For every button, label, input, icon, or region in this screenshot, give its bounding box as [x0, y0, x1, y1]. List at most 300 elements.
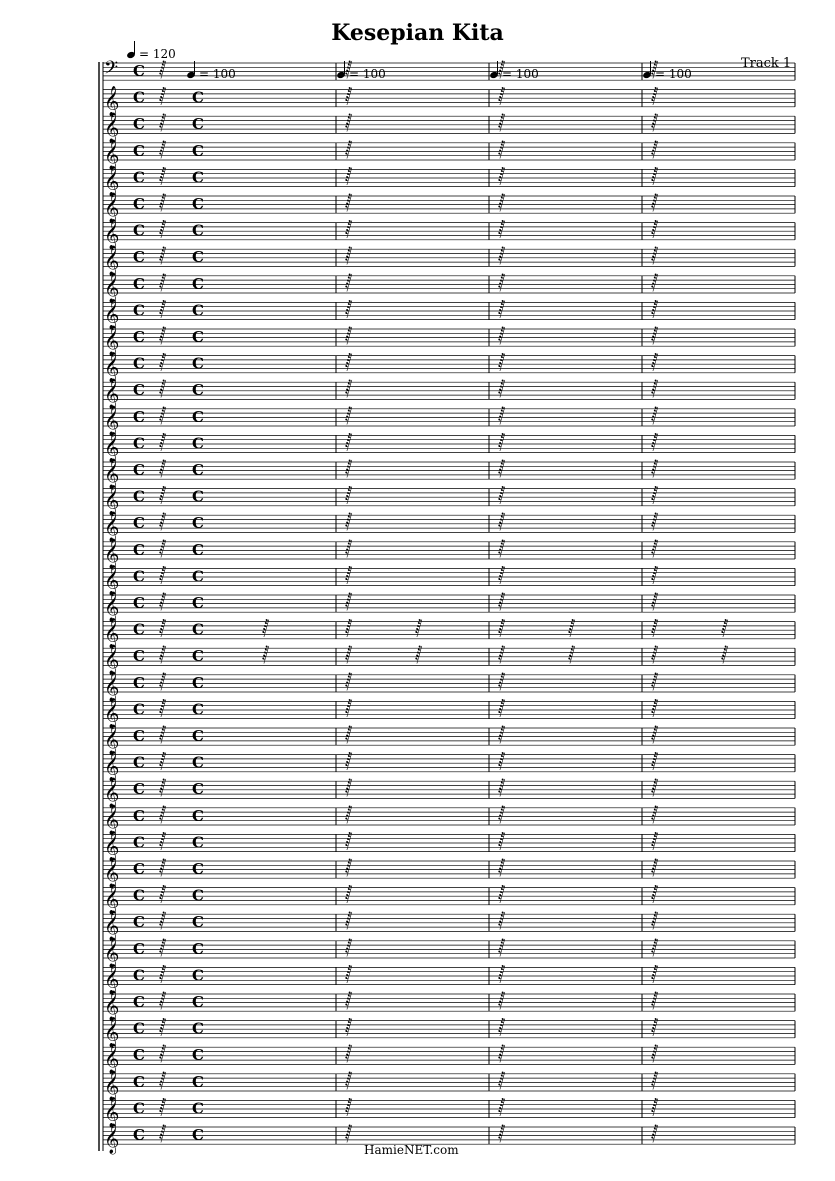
rest-icon: 𝅂: [651, 1124, 659, 1143]
rest-icon: 𝅂: [159, 299, 167, 319]
rest-icon: 𝅂: [651, 991, 659, 1010]
common-time-icon: C: [192, 1099, 204, 1118]
rest-icon: 𝅂: [651, 299, 659, 319]
rest-icon: 𝅂: [498, 1017, 506, 1037]
common-time-icon: C: [133, 381, 145, 400]
rest-icon: 𝅂: [651, 671, 659, 691]
rest-icon: 𝅂: [651, 246, 659, 266]
rest-icon: 𝅂: [345, 1124, 353, 1143]
rest-icon: 𝅂: [651, 219, 659, 239]
rest-icon: 𝅂: [159, 272, 167, 292]
common-time-icon: C: [133, 939, 145, 958]
rest-icon: 𝅂: [159, 592, 167, 611]
common-time-icon: C: [133, 727, 145, 745]
rest-icon: 𝅂: [498, 645, 506, 665]
rest-icon: 𝅂: [415, 645, 423, 665]
rest-icon: 𝅂: [651, 645, 659, 665]
common-time-icon: C: [133, 620, 145, 639]
rest-icon: 𝅂: [651, 804, 659, 824]
rest-icon: 𝅂: [262, 645, 270, 665]
rest-icon: 𝅂: [651, 166, 659, 186]
treble-clef-icon: 𝄞: [104, 911, 120, 942]
rest-icon: 𝅂: [159, 618, 167, 638]
rest-icon: 𝅂: [498, 1044, 506, 1064]
treble-clef-icon: 𝄞: [104, 219, 120, 250]
rest-icon: 𝅂: [345, 299, 353, 319]
treble-clef-icon: 𝄞: [104, 538, 120, 569]
rest-icon: 𝅂: [651, 618, 659, 638]
common-time-icon: C: [133, 1126, 145, 1144]
common-time-icon: C: [192, 540, 204, 559]
common-time-icon: C: [192, 88, 204, 107]
rest-icon: 𝅂: [651, 459, 659, 478]
rest-icon: 𝅂: [159, 911, 167, 931]
rest-icon: 𝅂: [159, 166, 167, 186]
rest-icon: 𝅂: [159, 991, 167, 1010]
common-time-icon: C: [133, 966, 145, 985]
footer-credit: HamieNET.com: [364, 1143, 459, 1157]
common-time-icon: C: [133, 753, 145, 772]
rest-icon: 𝅂: [262, 618, 270, 638]
rest-icon: 𝅂: [498, 1070, 506, 1090]
rest-icon: 𝅂: [345, 405, 353, 425]
rest-icon: 𝅂: [159, 645, 167, 665]
common-time-icon: C: [192, 195, 204, 213]
treble-clef-icon: 𝄞: [104, 166, 120, 197]
treble-clef-icon: 𝄞: [104, 1070, 120, 1101]
common-time-icon: C: [133, 1046, 145, 1065]
rest-icon: 𝅂: [159, 326, 167, 345]
rest-icon: 𝅂: [159, 858, 167, 877]
rest-icon: 𝅂: [345, 937, 353, 957]
common-time-icon: C: [133, 487, 145, 506]
rest-icon: 𝅂: [498, 592, 506, 611]
rest-icon: 𝅂: [345, 193, 353, 212]
rest-icon: 𝅂: [159, 538, 167, 558]
rest-icon: 𝅂: [498, 379, 506, 399]
common-time-icon: C: [133, 195, 145, 213]
rest-icon: 𝅂: [159, 751, 167, 771]
rest-icon: 𝅂: [651, 964, 659, 984]
rest-icon: 𝅂: [345, 485, 353, 505]
common-time-icon: C: [133, 514, 145, 533]
common-time-icon: C: [192, 939, 204, 958]
rest-icon: 𝅂: [345, 831, 353, 851]
rest-icon: 𝅂: [651, 379, 659, 399]
rest-icon: 𝅂: [651, 139, 659, 159]
rest-icon: 𝅂: [345, 698, 353, 718]
rest-icon: 𝅂: [568, 645, 576, 665]
tempo-mark-section: = 100: [349, 67, 386, 81]
rest-icon: 𝅂: [498, 272, 506, 292]
rest-icon: 𝅂: [159, 86, 167, 106]
rest-icon: 𝅂: [651, 884, 659, 904]
common-time-icon: C: [192, 673, 204, 692]
rest-icon: 𝅂: [345, 86, 353, 106]
rest-icon: 𝅂: [345, 459, 353, 478]
rest-icon: 𝅂: [651, 778, 659, 798]
common-time-icon: C: [133, 407, 145, 426]
rest-icon: 𝅂: [498, 86, 506, 106]
rest-icon: 𝅂: [498, 538, 506, 558]
common-time-icon: C: [192, 328, 204, 346]
rest-icon: 𝅂: [498, 991, 506, 1010]
rest-icon: 𝅂: [498, 778, 506, 798]
rest-icon: 𝅂: [651, 565, 659, 585]
rest-icon: 𝅂: [651, 405, 659, 425]
common-time-icon: C: [192, 780, 204, 799]
rest-icon: 𝅂: [498, 246, 506, 266]
treble-clef-icon: 𝄞: [104, 485, 120, 516]
treble-clef-icon: 𝄞: [104, 299, 120, 330]
rest-icon: 𝅂: [651, 432, 659, 452]
rest-icon: 𝅂: [159, 246, 167, 266]
rest-icon: 𝅂: [651, 911, 659, 931]
rest-icon: 𝅂: [159, 671, 167, 691]
rest-icon: 𝅂: [498, 618, 506, 638]
rest-icon: 𝅂: [159, 485, 167, 505]
rest-icon: 𝅂: [345, 592, 353, 611]
rest-icon: 𝅂: [345, 645, 353, 665]
common-time-icon: C: [133, 780, 145, 799]
common-time-icon: C: [133, 328, 145, 346]
treble-clef-icon: 𝄞: [104, 405, 120, 436]
rest-icon: 𝅂: [498, 405, 506, 425]
rest-icon: 𝅂: [159, 113, 167, 133]
treble-clef-icon: 𝄞: [104, 1017, 120, 1048]
rest-icon: 𝅂: [651, 831, 659, 851]
track-label: Track 1: [741, 56, 792, 71]
treble-clef-icon: 𝄞: [104, 1097, 120, 1128]
common-time-icon: C: [192, 1072, 204, 1091]
rest-icon: 𝅂: [568, 618, 576, 638]
rest-icon: 𝅂: [345, 139, 353, 159]
common-time-icon: C: [133, 168, 145, 187]
rest-icon: 𝅂: [498, 937, 506, 957]
rest-icon: 𝅂: [345, 379, 353, 399]
rest-icon: 𝅂: [498, 139, 506, 159]
rest-icon: 𝅂: [345, 272, 353, 292]
rest-icon: 𝅂: [498, 565, 506, 585]
rest-icon: 𝅂: [159, 778, 167, 798]
rest-icon: 𝅂: [159, 964, 167, 984]
rest-icon: 𝅂: [498, 671, 506, 691]
rest-icon: 𝅂: [651, 512, 659, 532]
rest-icon: 𝅂: [159, 937, 167, 957]
rest-icon: 𝅂: [159, 60, 167, 79]
rest-icon: 𝅂: [498, 326, 506, 345]
rest-icon: 𝅂: [498, 485, 506, 505]
rest-icon: 𝅂: [159, 512, 167, 532]
rest-icon: 𝅂: [159, 831, 167, 851]
treble-clef-icon: 𝄞: [104, 512, 120, 543]
rest-icon: 𝅂: [345, 751, 353, 771]
rest-icon: 𝅂: [345, 1044, 353, 1064]
rest-icon: 𝅂: [651, 326, 659, 345]
common-time-icon: C: [133, 354, 145, 373]
common-time-icon: C: [192, 727, 204, 745]
rest-icon: 𝅂: [651, 113, 659, 133]
common-time-icon: C: [192, 620, 204, 639]
rest-icon: 𝅂: [651, 1070, 659, 1090]
common-time-icon: C: [133, 540, 145, 559]
common-time-icon: C: [192, 434, 204, 453]
rest-icon: 𝅂: [651, 538, 659, 558]
rest-icon: 𝅂: [159, 219, 167, 239]
treble-clef-icon: 𝄞: [104, 113, 120, 144]
rest-icon: 𝅂: [159, 1017, 167, 1037]
rest-icon: 𝅂: [159, 459, 167, 478]
treble-clef-icon: 𝄞: [104, 459, 120, 489]
rest-icon: 𝅂: [651, 1017, 659, 1037]
rest-icon: 𝅂: [159, 565, 167, 585]
rest-icon: 𝅂: [651, 352, 659, 372]
common-time-icon: C: [192, 381, 204, 400]
rest-icon: 𝅂: [159, 139, 167, 159]
common-time-icon: C: [133, 1072, 145, 1091]
rest-icon: 𝅂: [651, 272, 659, 292]
rest-icon: 𝅂: [498, 113, 506, 133]
common-time-icon: C: [192, 115, 204, 134]
common-time-icon: C: [192, 274, 204, 293]
rest-icon: 𝅂: [345, 113, 353, 133]
rest-icon: 𝅂: [345, 538, 353, 558]
rest-icon: 𝅂: [159, 432, 167, 452]
rest-icon: 𝅂: [159, 884, 167, 904]
rest-icon: 𝅂: [498, 432, 506, 452]
tempo-mark-section: = 100: [655, 67, 692, 81]
rest-icon: 𝅂: [651, 485, 659, 505]
rest-icon: 𝅂: [159, 725, 167, 744]
common-time-icon: C: [192, 221, 204, 240]
rest-icon: 𝅂: [345, 565, 353, 585]
rest-icon: 𝅂: [345, 911, 353, 931]
common-time-icon: C: [192, 966, 204, 985]
rest-icon: 𝅂: [721, 645, 729, 665]
common-time-icon: C: [133, 993, 145, 1011]
rest-icon: 𝅂: [498, 219, 506, 239]
treble-clef-icon: 𝄞: [104, 326, 120, 356]
rest-icon: 𝅂: [498, 804, 506, 824]
rest-icon: 𝅂: [345, 671, 353, 691]
rest-icon: 𝅂: [345, 1097, 353, 1117]
rest-icon: 𝅂: [498, 884, 506, 904]
common-time-icon: C: [133, 1019, 145, 1038]
rest-icon: 𝅂: [345, 326, 353, 345]
common-time-icon: C: [192, 354, 204, 373]
common-time-icon: C: [192, 1019, 204, 1038]
common-time-icon: C: [192, 700, 204, 719]
rest-icon: 𝅂: [498, 299, 506, 319]
common-time-icon: C: [133, 673, 145, 692]
common-time-icon: C: [192, 886, 204, 905]
treble-clef-icon: 𝄞: [104, 991, 120, 1021]
common-time-icon: C: [133, 860, 145, 878]
rest-icon: 𝅂: [651, 937, 659, 957]
treble-clef-icon: 𝄞: [104, 858, 120, 888]
treble-clef-icon: 𝄞: [104, 964, 120, 995]
common-time-icon: C: [133, 248, 145, 267]
common-time-icon: C: [133, 594, 145, 612]
rest-icon: 𝅂: [651, 725, 659, 744]
rest-icon: 𝅂: [345, 884, 353, 904]
rest-icon: 𝅂: [651, 86, 659, 106]
rest-icon: 𝅂: [651, 751, 659, 771]
common-time-icon: C: [133, 115, 145, 134]
treble-clef-icon: 𝄞: [104, 778, 120, 809]
common-time-icon: C: [192, 806, 204, 825]
rest-icon: 𝅂: [345, 60, 353, 79]
treble-clef-icon: 𝄞: [104, 884, 120, 915]
common-time-icon: C: [192, 514, 204, 533]
rest-icon: 𝅂: [498, 1124, 506, 1143]
common-time-icon: C: [192, 168, 204, 187]
rest-icon: 𝅂: [651, 698, 659, 718]
rest-icon: 𝅂: [345, 964, 353, 984]
common-time-icon: C: [133, 301, 145, 320]
rest-icon: 𝅂: [651, 60, 659, 79]
common-time-icon: C: [192, 993, 204, 1011]
common-time-icon: C: [133, 1099, 145, 1118]
treble-clef-icon: 𝄞: [104, 645, 120, 676]
common-time-icon: C: [133, 274, 145, 293]
rest-icon: 𝅂: [159, 193, 167, 212]
rest-icon: 𝅂: [498, 1097, 506, 1117]
treble-clef-icon: 𝄞: [104, 671, 120, 702]
rest-icon: 𝅂: [159, 405, 167, 425]
rest-icon: 𝅂: [159, 1044, 167, 1064]
rest-icon: 𝅂: [345, 778, 353, 798]
treble-clef-icon: 𝄞: [104, 379, 120, 410]
rest-icon: 𝅂: [345, 432, 353, 452]
rest-icon: 𝅂: [345, 725, 353, 744]
rest-icon: 𝅂: [345, 166, 353, 186]
rest-icon: 𝅂: [345, 352, 353, 372]
rest-icon: 𝅂: [498, 858, 506, 877]
treble-clef-icon: 𝄞: [104, 618, 120, 649]
common-time-icon: C: [192, 753, 204, 772]
rest-icon: 𝅂: [498, 352, 506, 372]
common-time-icon: C: [192, 1046, 204, 1065]
common-time-icon: C: [133, 567, 145, 586]
treble-clef-icon: 𝄞: [104, 1124, 120, 1154]
treble-clef-icon: 𝄞: [104, 831, 120, 862]
common-time-icon: C: [133, 806, 145, 825]
rest-icon: 𝅂: [159, 1070, 167, 1090]
common-time-icon: C: [192, 1126, 204, 1144]
rest-icon: 𝅂: [721, 618, 729, 638]
common-time-icon: C: [192, 913, 204, 932]
treble-clef-icon: 𝄞: [104, 272, 120, 303]
treble-clef-icon: 𝄞: [104, 937, 120, 968]
common-time-icon: C: [192, 461, 204, 479]
tempo-mark-section: = 100: [502, 67, 539, 81]
rest-icon: 𝅂: [651, 193, 659, 212]
treble-clef-icon: 𝄞: [104, 804, 120, 835]
treble-clef-icon: 𝄞: [104, 725, 120, 755]
rest-icon: 𝅂: [159, 698, 167, 718]
common-time-icon: C: [133, 647, 145, 666]
rest-icon: 𝅂: [345, 804, 353, 824]
common-time-icon: C: [133, 700, 145, 719]
rest-icon: 𝅂: [498, 698, 506, 718]
rest-icon: 𝅂: [498, 193, 506, 212]
rest-icon: 𝅂: [651, 858, 659, 877]
rest-icon: 𝅂: [345, 1017, 353, 1037]
common-time-icon: C: [192, 141, 204, 160]
common-time-icon: C: [192, 594, 204, 612]
treble-clef-icon: 𝄞: [104, 193, 120, 223]
rest-icon: 𝅂: [159, 352, 167, 372]
rest-icon: 𝅂: [498, 964, 506, 984]
rest-icon: 𝅂: [159, 1124, 167, 1143]
treble-clef-icon: 𝄞: [104, 86, 120, 117]
rest-icon: 𝅂: [345, 618, 353, 638]
rest-icon: 𝅂: [498, 831, 506, 851]
treble-clef-icon: 𝄞: [104, 246, 120, 277]
rest-icon: 𝅂: [345, 1070, 353, 1090]
treble-clef-icon: 𝄞: [104, 592, 120, 622]
common-time-icon: C: [133, 221, 145, 240]
treble-clef-icon: 𝄞: [104, 432, 120, 463]
common-time-icon: C: [133, 88, 145, 107]
treble-clef-icon: 𝄞: [104, 751, 120, 782]
rest-icon: 𝅂: [345, 512, 353, 532]
common-time-icon: C: [192, 487, 204, 506]
common-time-icon: C: [133, 461, 145, 479]
rest-icon: 𝅂: [498, 459, 506, 478]
rest-icon: 𝅂: [498, 60, 506, 79]
rest-icon: 𝅂: [415, 618, 423, 638]
common-time-icon: C: [133, 886, 145, 905]
tempo-mark-section: = 100: [199, 67, 236, 81]
treble-clef-icon: 𝄞: [104, 698, 120, 729]
common-time-icon: C: [133, 141, 145, 160]
common-time-icon: C: [192, 647, 204, 666]
rest-icon: 𝅂: [159, 379, 167, 399]
page-title: Kesepian Kita: [331, 20, 504, 46]
common-time-icon: C: [192, 860, 204, 878]
rest-icon: 𝅂: [651, 1044, 659, 1064]
rest-icon: 𝅂: [498, 751, 506, 771]
rest-icon: 𝅂: [345, 219, 353, 239]
common-time-icon: C: [133, 434, 145, 453]
rest-icon: 𝅂: [651, 1097, 659, 1117]
treble-clef-icon: 𝄞: [104, 1044, 120, 1075]
rest-icon: 𝅂: [345, 246, 353, 266]
common-time-icon: C: [133, 62, 145, 80]
common-time-icon: C: [192, 407, 204, 426]
rest-icon: 𝅂: [159, 1097, 167, 1117]
common-time-icon: C: [192, 248, 204, 267]
rest-icon: 𝅂: [345, 991, 353, 1010]
rest-icon: 𝅂: [651, 592, 659, 611]
tempo-mark-initial: = 120: [139, 47, 176, 61]
bass-clef-icon: 𝄢: [104, 58, 119, 83]
common-time-icon: C: [133, 913, 145, 932]
rest-icon: 𝅂: [498, 512, 506, 532]
treble-clef-icon: 𝄞: [104, 352, 120, 383]
treble-clef-icon: 𝄞: [104, 565, 120, 596]
common-time-icon: C: [192, 567, 204, 586]
common-time-icon: C: [133, 833, 145, 852]
rest-icon: 𝅂: [345, 858, 353, 877]
common-time-icon: C: [192, 833, 204, 852]
rest-icon: 𝅂: [498, 166, 506, 186]
rest-icon: 𝅂: [498, 725, 506, 744]
common-time-icon: C: [192, 301, 204, 320]
rest-icon: 𝅂: [498, 911, 506, 931]
